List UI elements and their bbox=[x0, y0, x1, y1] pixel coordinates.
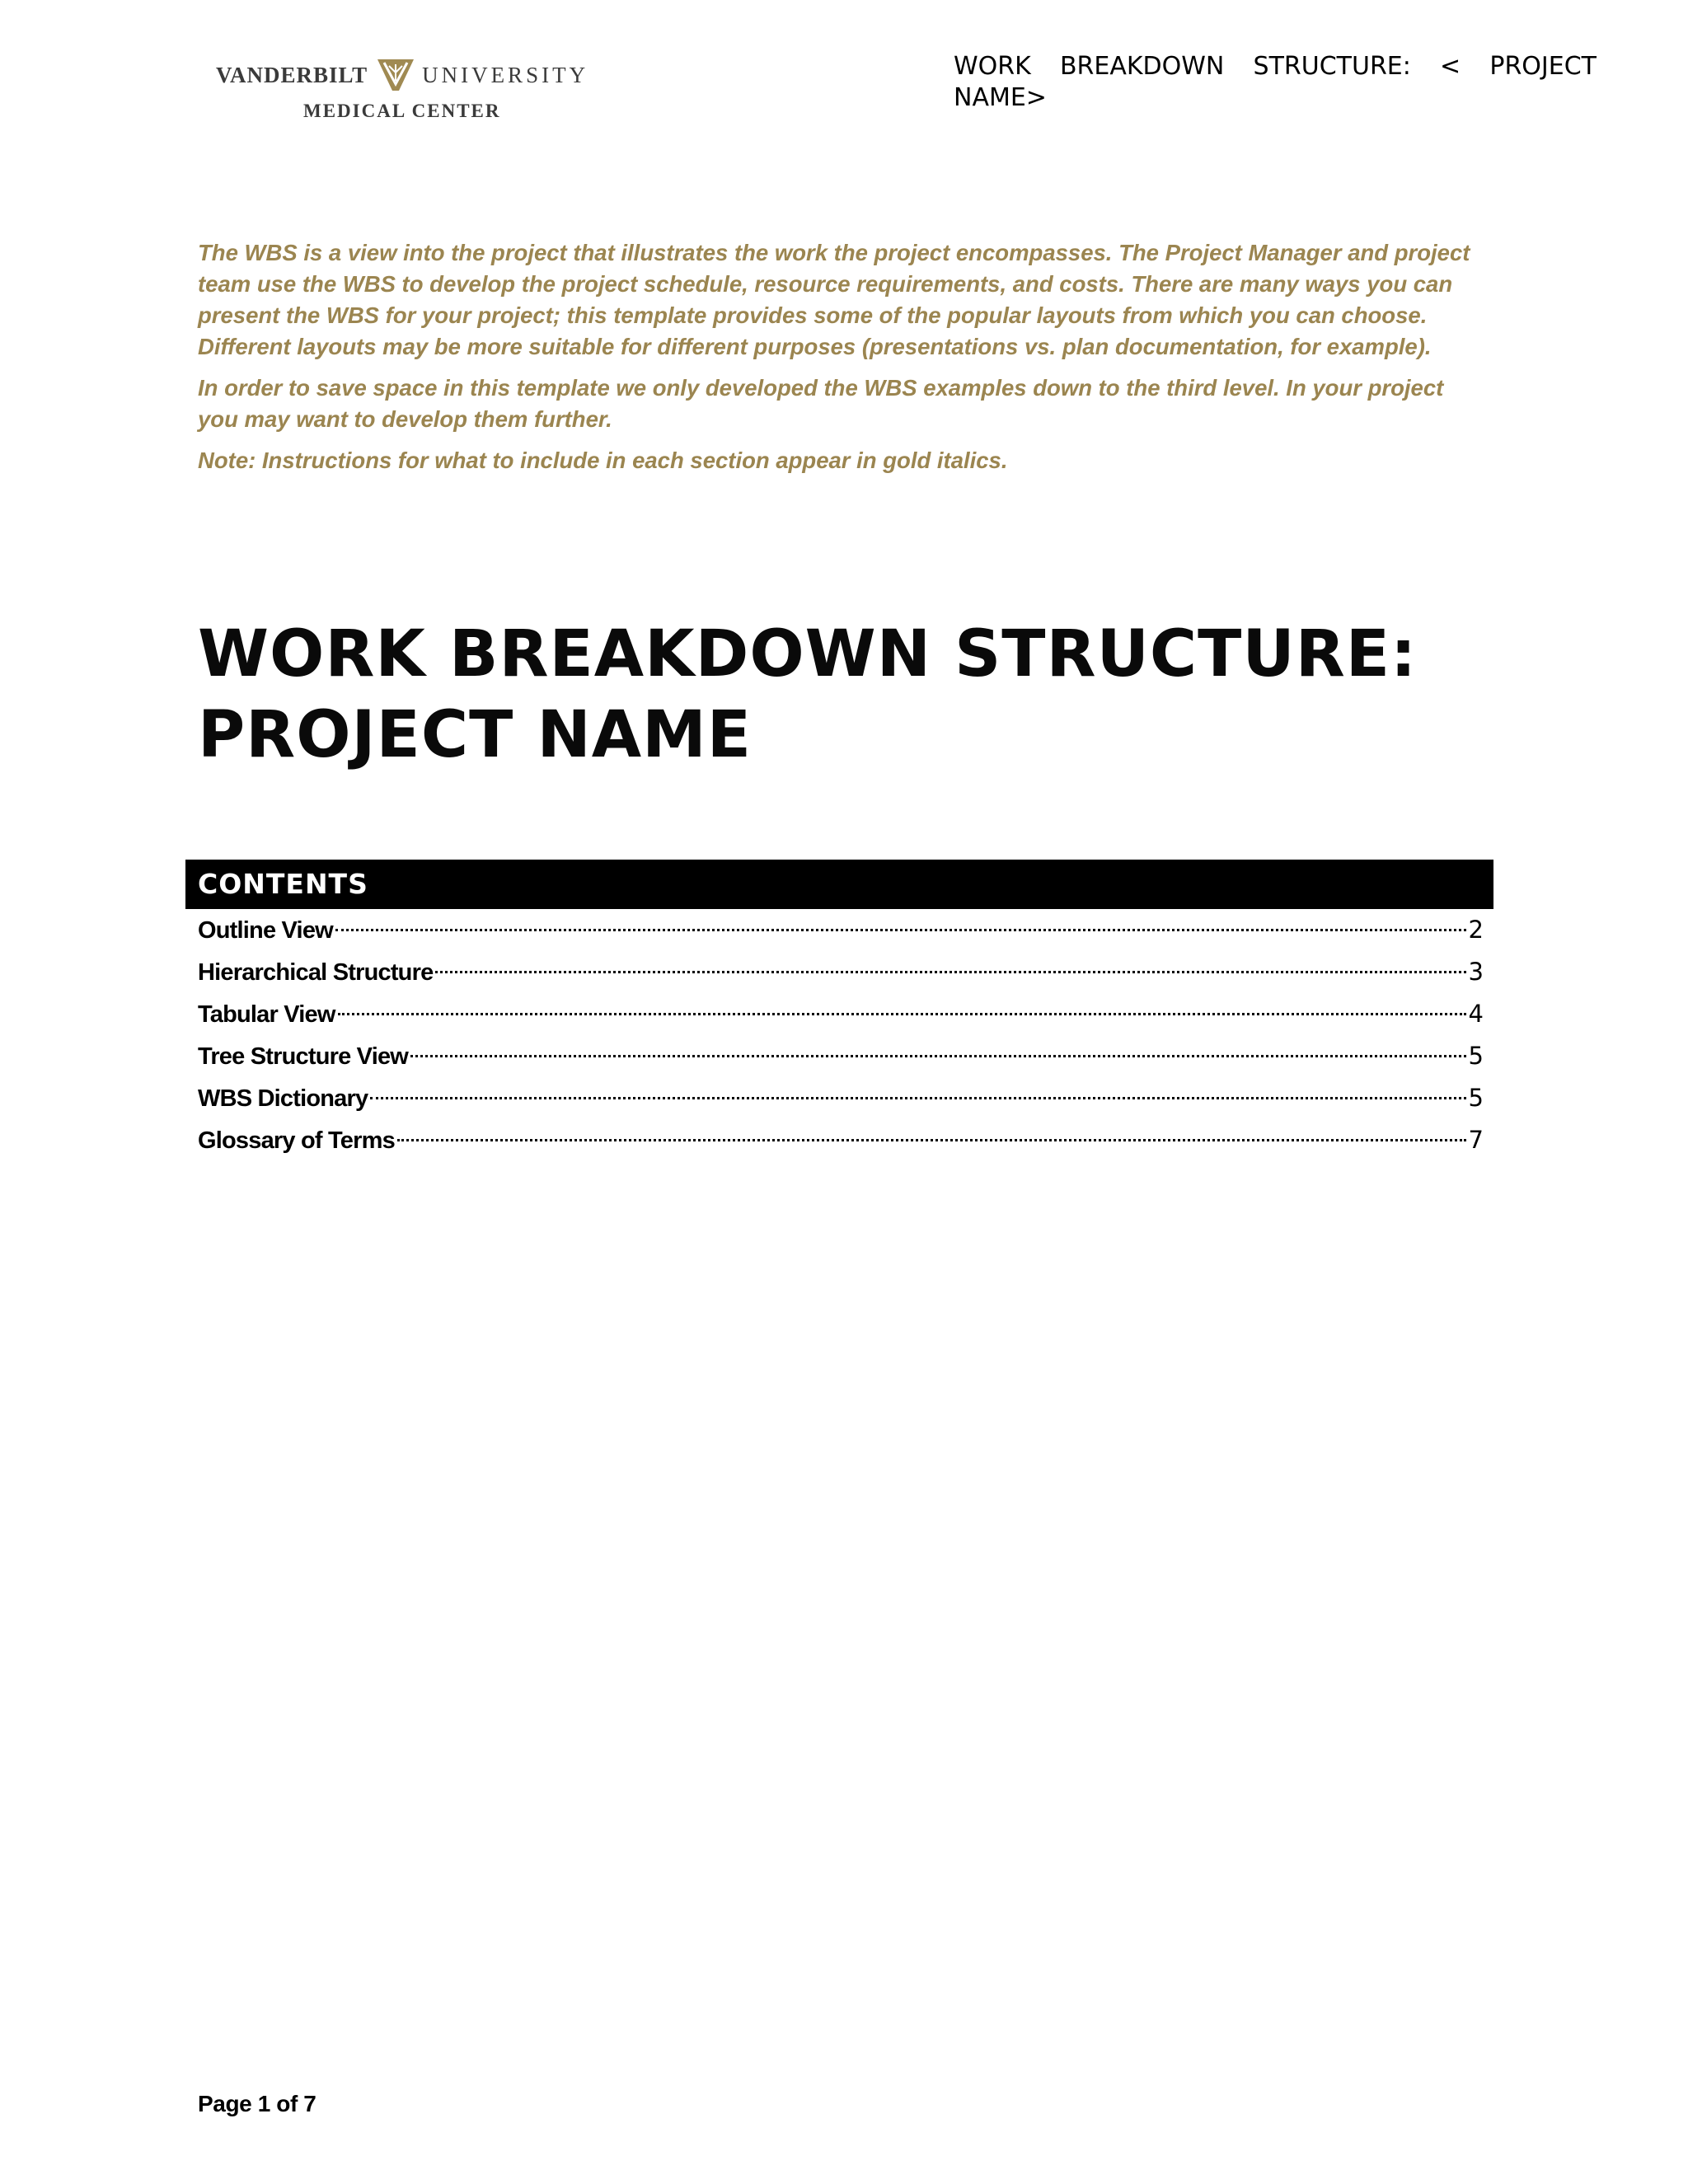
toc-leader-dots bbox=[338, 1013, 1466, 1015]
toc-item-hierarchical-structure[interactable] bbox=[198, 951, 1484, 993]
toc-item-label: Tree Structure View bbox=[198, 1043, 409, 1070]
toc-item-page: 7 bbox=[1468, 1126, 1484, 1154]
toc-item-label: Hierarchical Structure bbox=[198, 959, 434, 986]
page-number-footer: Page 1 of 7 bbox=[198, 2091, 316, 2116]
instruction-paragraph: In order to save space in this template we only developed the WBS examples down to the third level. In your project you may want to develop them further. bbox=[198, 375, 1444, 432]
toc-item-page: 5 bbox=[1468, 1042, 1484, 1070]
header-title: WORK BREAKDOWN STRUCTURE: < PROJECT NAME> bbox=[954, 52, 1597, 112]
toc-heading: CONTENTS bbox=[185, 860, 1493, 909]
toc-leader-dots bbox=[435, 971, 1465, 973]
vanderbilt-logo bbox=[216, 53, 589, 132]
toc-item-page: 2 bbox=[1468, 916, 1484, 944]
instruction-paragraph: Note: Instructions for what to include in each section appear in gold italics. bbox=[198, 448, 1008, 473]
toc-item-label: Outline View bbox=[198, 917, 333, 944]
logo-text-right: UNIVERSITY bbox=[422, 62, 589, 87]
instruction-paragraph: The WBS is a view into the project that illustrates the work the project encompasses. The Project Manager and project team use the WBS to develop the project schedule, resource requirements, and costs. There are many ways you can present the WBS for your project; this template provides some of the popular layouts from which you can choose. Different layouts may be more suitable for different purposes (presentations vs. plan documentation, for example). bbox=[198, 240, 1470, 359]
logo-text-left: VANDERBILT bbox=[216, 62, 368, 87]
instructions-block bbox=[198, 237, 1484, 486]
oak-leaf-v-icon bbox=[376, 58, 415, 92]
toc-item-page: 4 bbox=[1468, 1000, 1484, 1028]
toc-leader-dots bbox=[335, 929, 1466, 931]
logo-wordmark bbox=[216, 58, 589, 92]
toc-item-label: Glossary of Terms bbox=[198, 1127, 395, 1154]
document-title-line2: PROJECT NAME bbox=[198, 698, 752, 772]
toc-item-tabular-view[interactable] bbox=[198, 993, 1484, 1035]
toc-item-outline-view[interactable] bbox=[198, 909, 1484, 951]
document-title-line1: WORK BREAKDOWN STRUCTURE: bbox=[198, 617, 1418, 691]
toc-leader-dots bbox=[397, 1139, 1466, 1141]
toc-leader-dots bbox=[370, 1097, 1465, 1099]
logo-subtext: MEDICAL CENTER bbox=[303, 101, 501, 121]
toc-item-page: 5 bbox=[1468, 1084, 1484, 1112]
document-title bbox=[198, 614, 1517, 776]
toc-item-page: 3 bbox=[1468, 958, 1484, 986]
toc-item-wbs-dictionary[interactable] bbox=[198, 1077, 1484, 1119]
table-of-contents bbox=[198, 909, 1484, 1161]
toc-item-glossary-of-terms[interactable] bbox=[198, 1119, 1484, 1161]
toc-item-label: Tabular View bbox=[198, 1001, 335, 1028]
toc-leader-dots bbox=[410, 1055, 1466, 1057]
toc-item-label: WBS Dictionary bbox=[198, 1085, 368, 1112]
toc-item-tree-structure-view[interactable] bbox=[198, 1035, 1484, 1077]
